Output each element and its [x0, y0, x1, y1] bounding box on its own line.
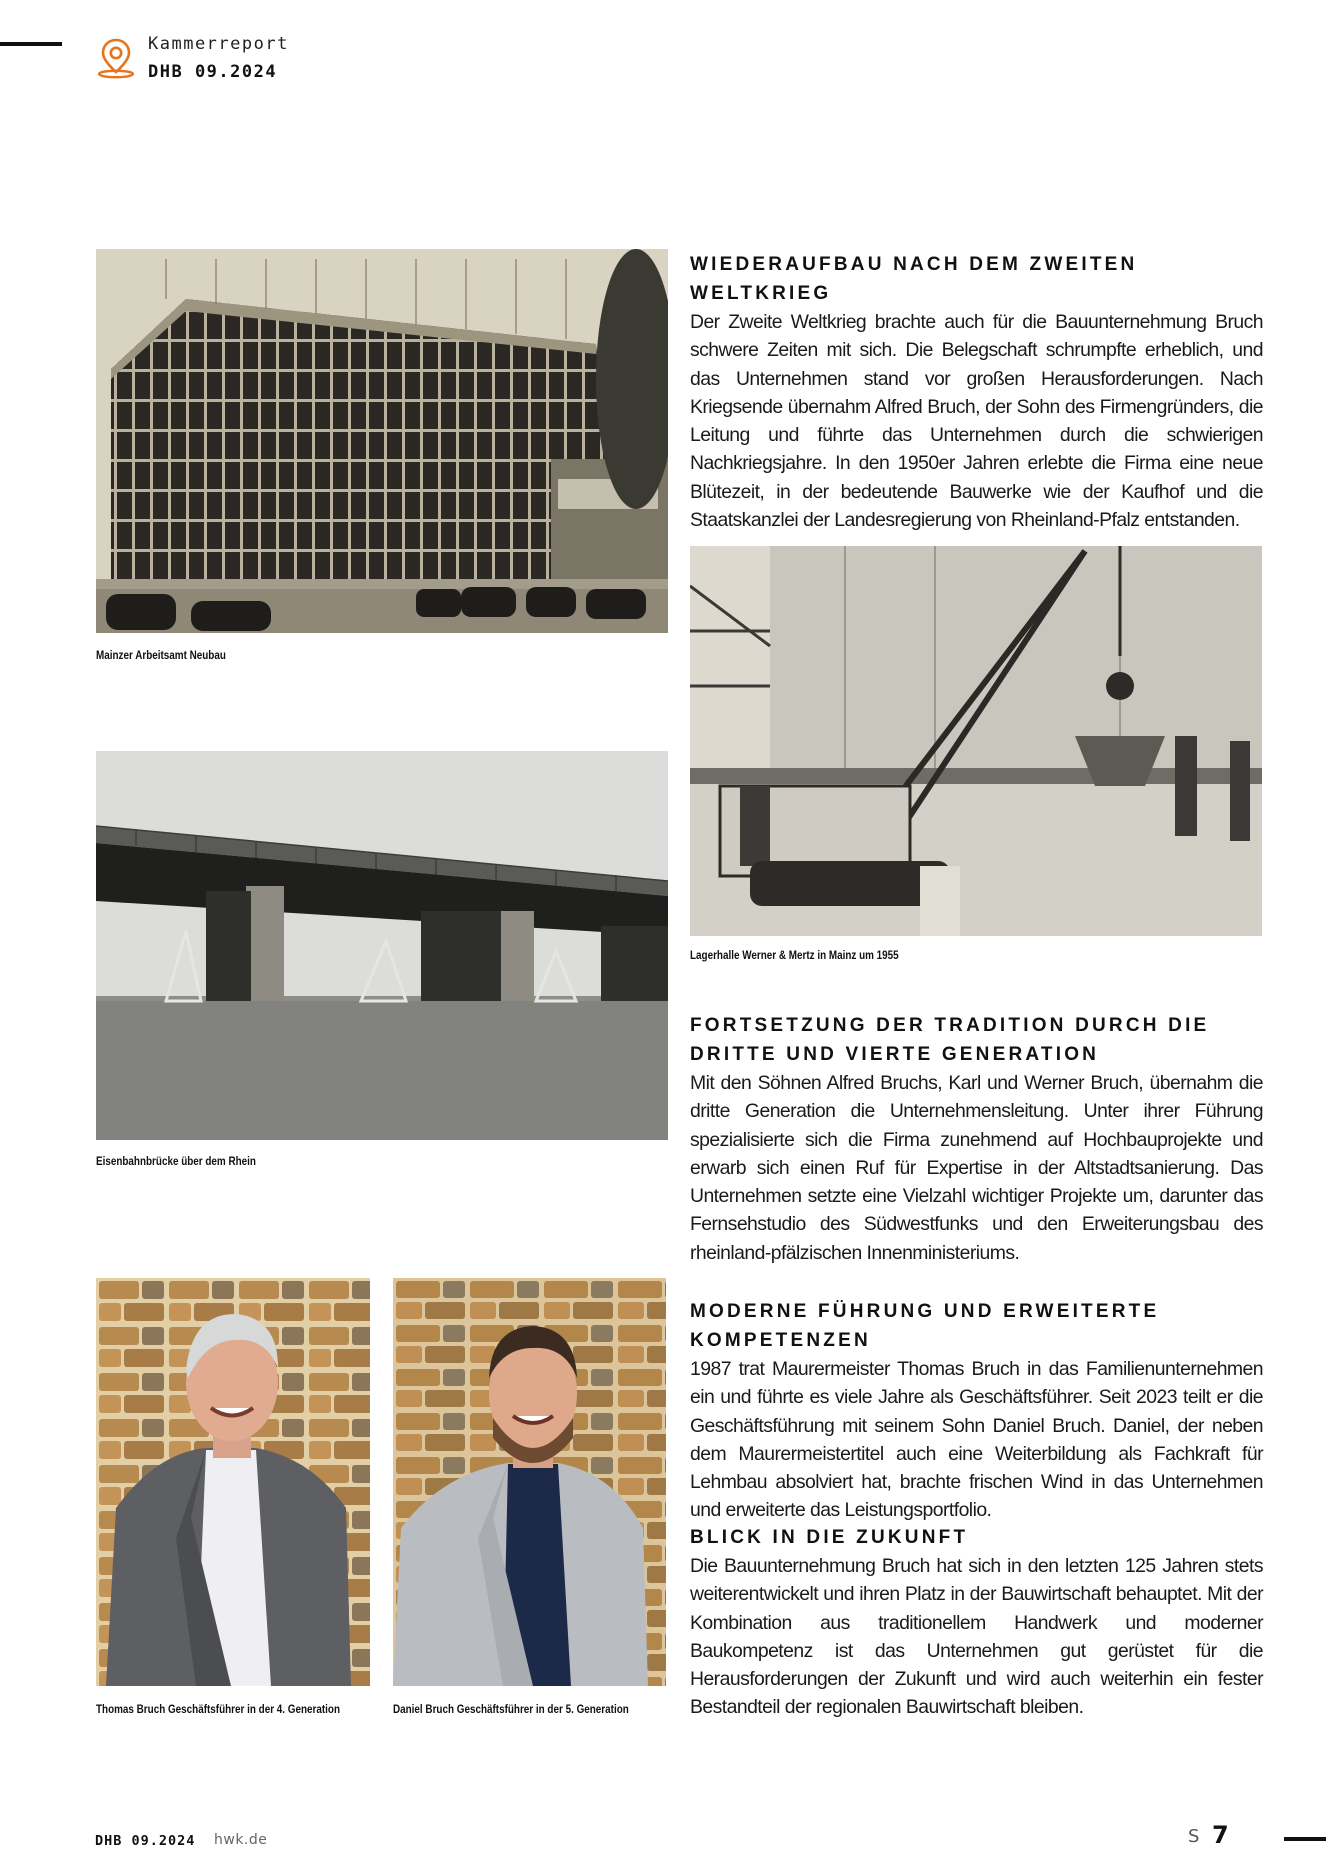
header-rule: [0, 42, 62, 46]
photo-thomas-bruch: [96, 1278, 370, 1686]
section-body: Der Zweite Weltkrieg brachte auch für die Bauunternehmung Bruch schwere Zeiten mit sich. Die Belegschaft schrumpfte erheblich, und das Unternehmen stand vor großen Herausforderungen. Nach Kriegsende übernahm Alfred Bruch, der Sohn des Firmengründers, die Leitung und führte das Unternehmen durch die schwierigen Nachkriegsjahre. In den 1950er Jahren erlebte die Firma eine neue Blütezeit, in der bedeutende Bauwerke wie der Kaufhof und die Staatskanzlei der Landesregierung von Rheinland-Pfalz entstanden.: [690, 311, 1263, 532]
photo-arbeitsamt-neubau: [96, 249, 668, 633]
header-issue: DHB 09.2024: [148, 62, 278, 82]
section-heading: MODERNE FÜHRUNG UND ERWEITERTE KOMPETENZEN: [690, 1301, 1160, 1351]
section-body: 1987 trat Maurermeister Thomas Bruch in das Familienunternehmen ein und führte es viele Jahre als Geschäftsführer. Seit 2023 teilt er die Geschäftsführung mit seinem Sohn Daniel Bruch. Daniel, der neben dem Maurermeistertitel auch eine Weiterbildung als Fachkraft für Lehmbau absolviert hat, brachte frischen Wind in das Unternehmen und erweiterte das Leistungsportfolio.: [690, 1358, 1263, 1522]
footer-website-link[interactable]: hwk.de: [214, 1832, 268, 1848]
section-wiederaufbau: [690, 250, 1263, 534]
section-moderne-fuehrung: [690, 1297, 1263, 1525]
caption-thomas-bruch: Thomas Bruch Geschäftsführer in der 4. Generation: [96, 1704, 341, 1716]
section-heading: WIEDERAUFBAU NACH DEM ZWEITEN WELTKRIEG: [690, 254, 1138, 304]
page-number: 7: [1212, 1821, 1229, 1849]
photo-lagerhalle-werner-mertz: [690, 546, 1262, 936]
footer-rule: [1284, 1837, 1326, 1841]
section-body: Mit den Söhnen Alfred Bruchs, Karl und Werner Bruch, übernahm die dritte Generation die Unternehmensleitung. Unter ihrer Führung spezialisierte sich die Firma zunehmend auf Hochbauprojekte und erwarb sich einen Ruf für Expertise in der Altstadtsanierung. Das Unternehmen setzte eine Vielzahl wichtiger Projekte um, darunter das Fernsehstudio des Südwestfunks und den Erweiterungsbau des rheinland-pfälzischen Innenministeriums.: [690, 1072, 1263, 1264]
caption-arbeitsamt: Mainzer Arbeitsamt Neubau: [96, 650, 226, 662]
section-body: Die Bauunternehmung Bruch hat sich in den letzten 125 Jahren stets weiterentwickelt und ihren Platz in der Bauwirtschaft behauptet. Mit der Kombination aus traditionellem Handwerk und moderner Baukompetenz ist das Unternehmen gut gerüstet für die Herausforderungen der Zukunft und wird auch weiterhin ein fester Bestandteil der regionalen Bauwirtschaft bleiben.: [690, 1555, 1263, 1719]
photo-daniel-bruch: [393, 1278, 666, 1686]
section-heading: BLICK IN DIE ZUKUNFT: [690, 1527, 969, 1548]
caption-eisenbahnbruecke: Eisenbahnbrücke über dem Rhein: [96, 1156, 256, 1168]
caption-daniel-bruch: Daniel Bruch Geschäftsführer in der 5. Generation: [393, 1704, 629, 1716]
location-pin-icon: [96, 36, 136, 80]
caption-lagerhalle: Lagerhalle Werner & Mertz in Mainz um 1955: [690, 950, 899, 962]
header-kicker: Kammerreport: [148, 34, 289, 54]
footer-issue: DHB 09.2024: [95, 1833, 196, 1849]
page-prefix: S: [1188, 1826, 1200, 1847]
section-fortsetzung-tradition: [690, 1011, 1263, 1267]
section-heading: FORTSETZUNG DER TRADITION DURCH DIE DRITTE UND VIERTE GENERATION: [690, 1015, 1210, 1065]
section-blick-zukunft: [690, 1523, 1263, 1722]
photo-eisenbahnbruecke: [96, 751, 668, 1140]
